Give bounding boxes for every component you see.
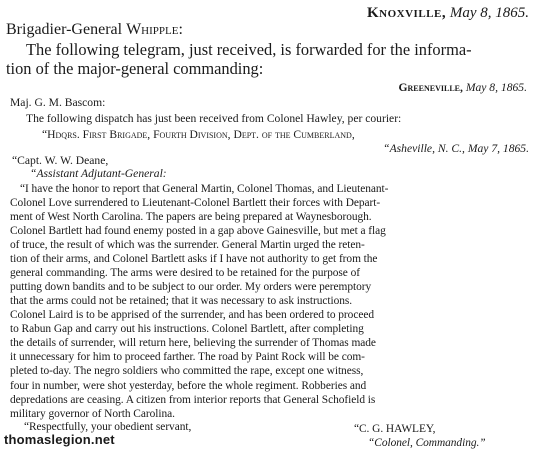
dispatch-body-line: of truce, the result of which was the surrender. General Martin urged the reten- [10,239,365,251]
dispatch-place-date: “Asheville, N. C., May 7, 1865. [383,142,529,155]
dateline-place: Knoxville, [366,5,447,21]
dispatch-closing: “Respectfully, your obedient servant, [24,421,192,433]
dispatch-body-line: Colonel Bartlett had found enemy posted in a gap above Gainesville, but met a flag [10,225,386,237]
telegram-dateline [399,82,527,94]
addressee-rank: Brigadier-General [6,21,127,38]
telegram-place: Greeneville, [398,81,463,94]
addressee-name: Whipple [126,21,179,38]
intro-line-1: The following telegram, just received, is forwarded for the informa- [26,40,472,59]
dateline [367,6,529,21]
dispatch-body-line: putting down bandits and to be subject to our order. My orders were peremptory [10,281,372,293]
dispatch-body-line: that the arms could not be retained; that it was necessary to ask instructions. [10,295,353,307]
addressee [6,22,183,38]
dispatch-to-name: “Capt. W. W. Deane, [12,154,109,167]
dispatch-hq-line: “Hdqrs. First Brigade, Fourth Division, Dept. of the Cumberland, [42,128,355,141]
intro-line-2: tion of the major-general commanding: [6,59,264,78]
addressee-colon: : [178,21,183,38]
dateline-date: May 8, 1865. [449,5,529,21]
dispatch-body-line: tion of their arms, and Colonel Bartlett asks if I have not authority to get from the [10,253,378,265]
telegram-recipient: Maj. G. M. Bascom: [10,96,106,109]
dispatch-body-line: to Rabun Gap and carry out his instructions. Colonel Bartlett, after completing [10,323,364,335]
dispatch-signer-title: “Colonel, Commanding.” [368,437,486,449]
dispatch-body-line: general commanding. The arms were desired to be retained for the purpose of [10,267,360,279]
dispatch-body-line: military governor of North Carolina. [10,408,175,420]
dispatch-body-line: “I have the honor to report that General Martin, Colonel Thomas, and Lieutenant- [20,183,389,195]
telegram-intro: The following dispatch has just been received from Colonel Hawley, per courier: [26,112,402,125]
dispatch-signer: “C. G. HAWLEY, [354,423,436,435]
dispatch-body-line: Colonel Laird is to be apprised of the surrender, and has been ordered to proceed [10,309,374,321]
dispatch-body-line: four in number, were shot yesterday, before the whole regiment. Robberies and [10,380,367,392]
dispatch-body-line: pleted to-day. The negro soldiers who committed the rape, except one witness, [10,365,364,377]
site-watermark: thomaslegion.net [4,432,115,447]
telegram-date: May 8, 1865. [465,81,527,94]
dispatch-body-line: Colonel Love surrendered to Lieutenant-Colonel Bartlett their forces with Depart- [10,197,381,209]
dispatch-body-line: it unnecessary for him to proceed farther. The road by Paint Rock will be com- [10,351,365,363]
dispatch-body-line: the details of surrender, will return here, believing the surrender of Thomas made [10,337,376,349]
dispatch-body-line: depredations are ceasing. A citizen from interior reports that General Schofield is [10,394,376,406]
dispatch-to-title: “Assistant Adjutant-General: [30,167,167,180]
dispatch-body-line: ment of West North Carolina. The papers are being prepared at Waynesborough. [10,211,372,223]
